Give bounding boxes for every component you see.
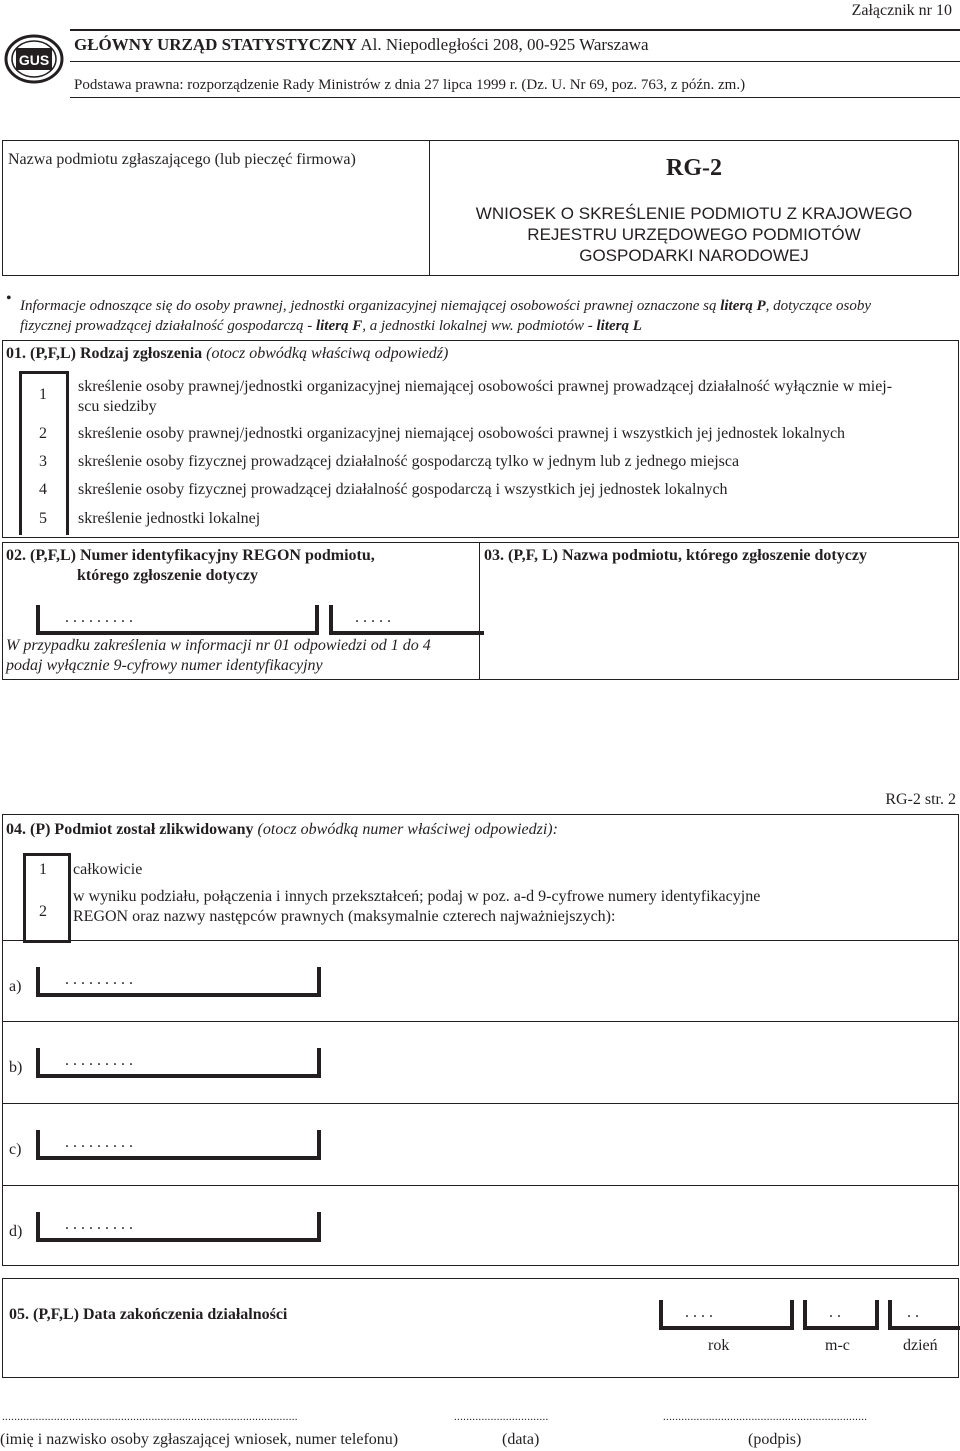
liquidation-option-2-line-2: REGON oraz nazwy następców prawnych (maksymalnie czterech najważniejszych): — [73, 908, 616, 925]
form-code: RG-2 — [666, 155, 722, 181]
letter-f: literą F — [315, 318, 363, 334]
section-04-title — [6, 821, 558, 839]
info-note-line-2 — [20, 318, 642, 335]
day-label: dzień — [903, 1337, 938, 1354]
regon-5-digit-dots: . . . . . — [355, 609, 391, 626]
date-label: (data) — [502, 1431, 540, 1448]
month-label: m-c — [825, 1337, 850, 1354]
option-3-number[interactable]: 3 — [39, 453, 47, 470]
year-label: rok — [708, 1337, 730, 1354]
header-mid-line — [70, 61, 960, 62]
date-signature-line[interactable]: ............................... — [454, 1411, 549, 1423]
statistical-office-name — [74, 35, 649, 55]
section-05-title: 05. (P,F,L) Data zakończenia działalności — [9, 1306, 288, 1323]
option-1-number[interactable]: 1 — [39, 386, 47, 403]
successor-d-label: d) — [9, 1223, 23, 1240]
section-02-title-line-1: 02. (P,F,L) Numer identyfikacyjny REGON podmiotu, — [6, 547, 375, 564]
info-text: fizycznej prowadzącej działalność gospodarczą - — [20, 318, 316, 334]
successor-b-label: b) — [9, 1059, 23, 1076]
form-title — [430, 203, 958, 266]
successor-c-label: c) — [9, 1141, 22, 1158]
section-04-title-hint: (otocz obwódką numer właściwej odpowiedzi): — [253, 821, 558, 838]
gus-logo — [4, 34, 64, 84]
logo-text: GUS — [18, 52, 50, 68]
option-3-text[interactable]: skreślenie osoby fizycznej prowadzącej działalność gospodarczą tylko w jednym lub z jednego miejsca — [78, 453, 740, 470]
annex-label: Załącznik nr 10 — [851, 2, 952, 19]
section-01-title-hint: (otocz obwódką właściwą odpowiedź) — [202, 345, 449, 362]
liquidation-option-2-number[interactable]: 2 — [39, 903, 47, 920]
page-2-label: RG-2 str. 2 — [885, 791, 956, 808]
successor-divider — [3, 940, 958, 941]
option-4-number[interactable]: 4 — [39, 481, 47, 498]
applicant-signature-line[interactable]: ................................................................................................. — [2, 1411, 298, 1423]
successor-a-dots: . . . . . . . . . — [65, 971, 133, 988]
form-title-line-3: GOSPODARKI NARODOWEJ — [579, 246, 809, 265]
section-02 — [2, 542, 480, 680]
form-title-line-2: REJESTRU URZĘDOWEGO PODMIOTÓW — [527, 225, 861, 244]
section-02-title-line-2: którego zgłoszenie dotyczy — [77, 567, 258, 584]
legal-basis: Podstawa prawna: rozporządzenie Rady Ministrów z dnia 27 lipca 1999 r. (Dz. U. Nr 69, poz. 763, z późn. zm.) — [74, 77, 746, 93]
section-03-title: 03. (P,F, L) Nazwa podmiotu, którego zgłoszenie dotyczy — [484, 547, 867, 564]
section-04 — [2, 814, 959, 1266]
end-date-month-dots: . . — [829, 1304, 841, 1321]
section-03[interactable] — [479, 542, 959, 680]
end-date-month-field[interactable] — [803, 1300, 879, 1330]
option-5-number[interactable]: 5 — [39, 510, 47, 527]
end-date-year-field[interactable] — [659, 1300, 794, 1330]
option-4-text[interactable]: skreślenie osoby fizycznej prowadzącej działalność gospodarczą i wszystkich jej jednostek lokalnych — [78, 481, 728, 498]
section-05 — [2, 1278, 959, 1378]
section-01-title — [6, 345, 448, 363]
option-2-text[interactable]: skreślenie osoby prawnej/jednostki organizacyjnej niemającej osobowości prawnej i wszystkich jej jednostek lokalnych — [78, 425, 846, 442]
info-text: , dotyczące osoby — [765, 298, 872, 314]
option-1-line-2: scu siedziby — [78, 398, 157, 415]
end-date-day-field[interactable] — [888, 1300, 960, 1330]
successor-b-dots: . . . . . . . . . — [65, 1052, 133, 1069]
liquidation-option-1-text[interactable]: całkowicie — [73, 861, 143, 878]
successor-divider — [3, 1021, 958, 1022]
header-top-line — [70, 29, 960, 31]
section-02-note-line-2: podaj wyłącznie 9-cyfrowy numer identyfikacyjny — [6, 657, 323, 674]
liquidation-option-1-number[interactable]: 1 — [39, 861, 47, 878]
form-title-box[interactable] — [429, 140, 959, 276]
successor-c-dots: . . . . . . . . . — [65, 1134, 133, 1151]
section-04-number-column — [23, 853, 71, 943]
successor-a-label: a) — [9, 978, 22, 995]
regon-9-digit-dots: . . . . . . . . . — [65, 609, 133, 626]
office-address: Al. Niepodległości 208, 00-925 Warszawa — [357, 35, 649, 54]
option-1-text[interactable] — [78, 377, 892, 417]
info-text: Informacje odnoszące się do osoby prawnej, jednostki organizacyjnej niemającej osobowości prawnej oznaczone są — [20, 298, 721, 314]
applicant-signature-label: (imię i nazwisko osoby zgłaszającej wniosek, numer telefonu) — [0, 1431, 399, 1448]
option-5-text[interactable]: skreślenie jednostki lokalnej — [78, 510, 261, 527]
successor-divider — [3, 1103, 958, 1104]
name-box — [2, 140, 429, 276]
end-date-day-dots: . . — [907, 1304, 919, 1321]
form-title-line-1: WNIOSEK O SKREŚLENIE PODMIOTU Z KRAJOWEGO — [475, 204, 913, 223]
section-02-note-line-1: W przypadku zakreślenia w informacji nr 01 odpowiedzi od 1 do 4 — [6, 637, 431, 654]
section-01-title-bold: 01. (P,F,L) Rodzaj zgłoszenia — [6, 345, 203, 362]
signature-line[interactable]: ................................................................... — [663, 1411, 868, 1423]
section-01 — [2, 340, 959, 538]
option-2-number[interactable]: 2 — [39, 425, 47, 442]
info-bullet: • — [6, 290, 12, 307]
name-label: Nazwa podmiotu zgłaszającego (lub pieczęć firmowa) — [8, 151, 356, 168]
end-date-year-dots: . . . . — [685, 1304, 713, 1321]
section-04-title-bold: 04. (P) Podmiot został zlikwidowany — [6, 821, 254, 838]
office-bold: GŁÓWNY URZĄD STATYSTYCZNY — [74, 35, 358, 54]
option-1-line-1: skreślenie osoby prawnej/jednostki organizacyjnej niemającej osobowości prawnej prowadzącej działalność wyłącznie w miej- — [78, 378, 893, 395]
header-bottom-line — [70, 97, 960, 98]
info-text: , a jednostki lokalnej ww. podmiotów - — [362, 318, 597, 334]
liquidation-option-2-line-1: w wyniku podziału, połączenia i innych przekształceń; podaj w poz. a-d 9-cyfrowe numery identyfikacyjne — [73, 888, 761, 905]
liquidation-option-2-text[interactable] — [73, 887, 760, 927]
regon-5-digit-field[interactable] — [329, 605, 484, 635]
letter-p: literą P — [720, 298, 766, 314]
successor-d-dots: . . . . . . . . . — [65, 1216, 133, 1233]
signature-label: (podpis) — [748, 1431, 802, 1448]
successor-divider — [3, 1185, 958, 1186]
info-note-line-1 — [20, 298, 871, 315]
letter-l: literą L — [596, 318, 642, 334]
